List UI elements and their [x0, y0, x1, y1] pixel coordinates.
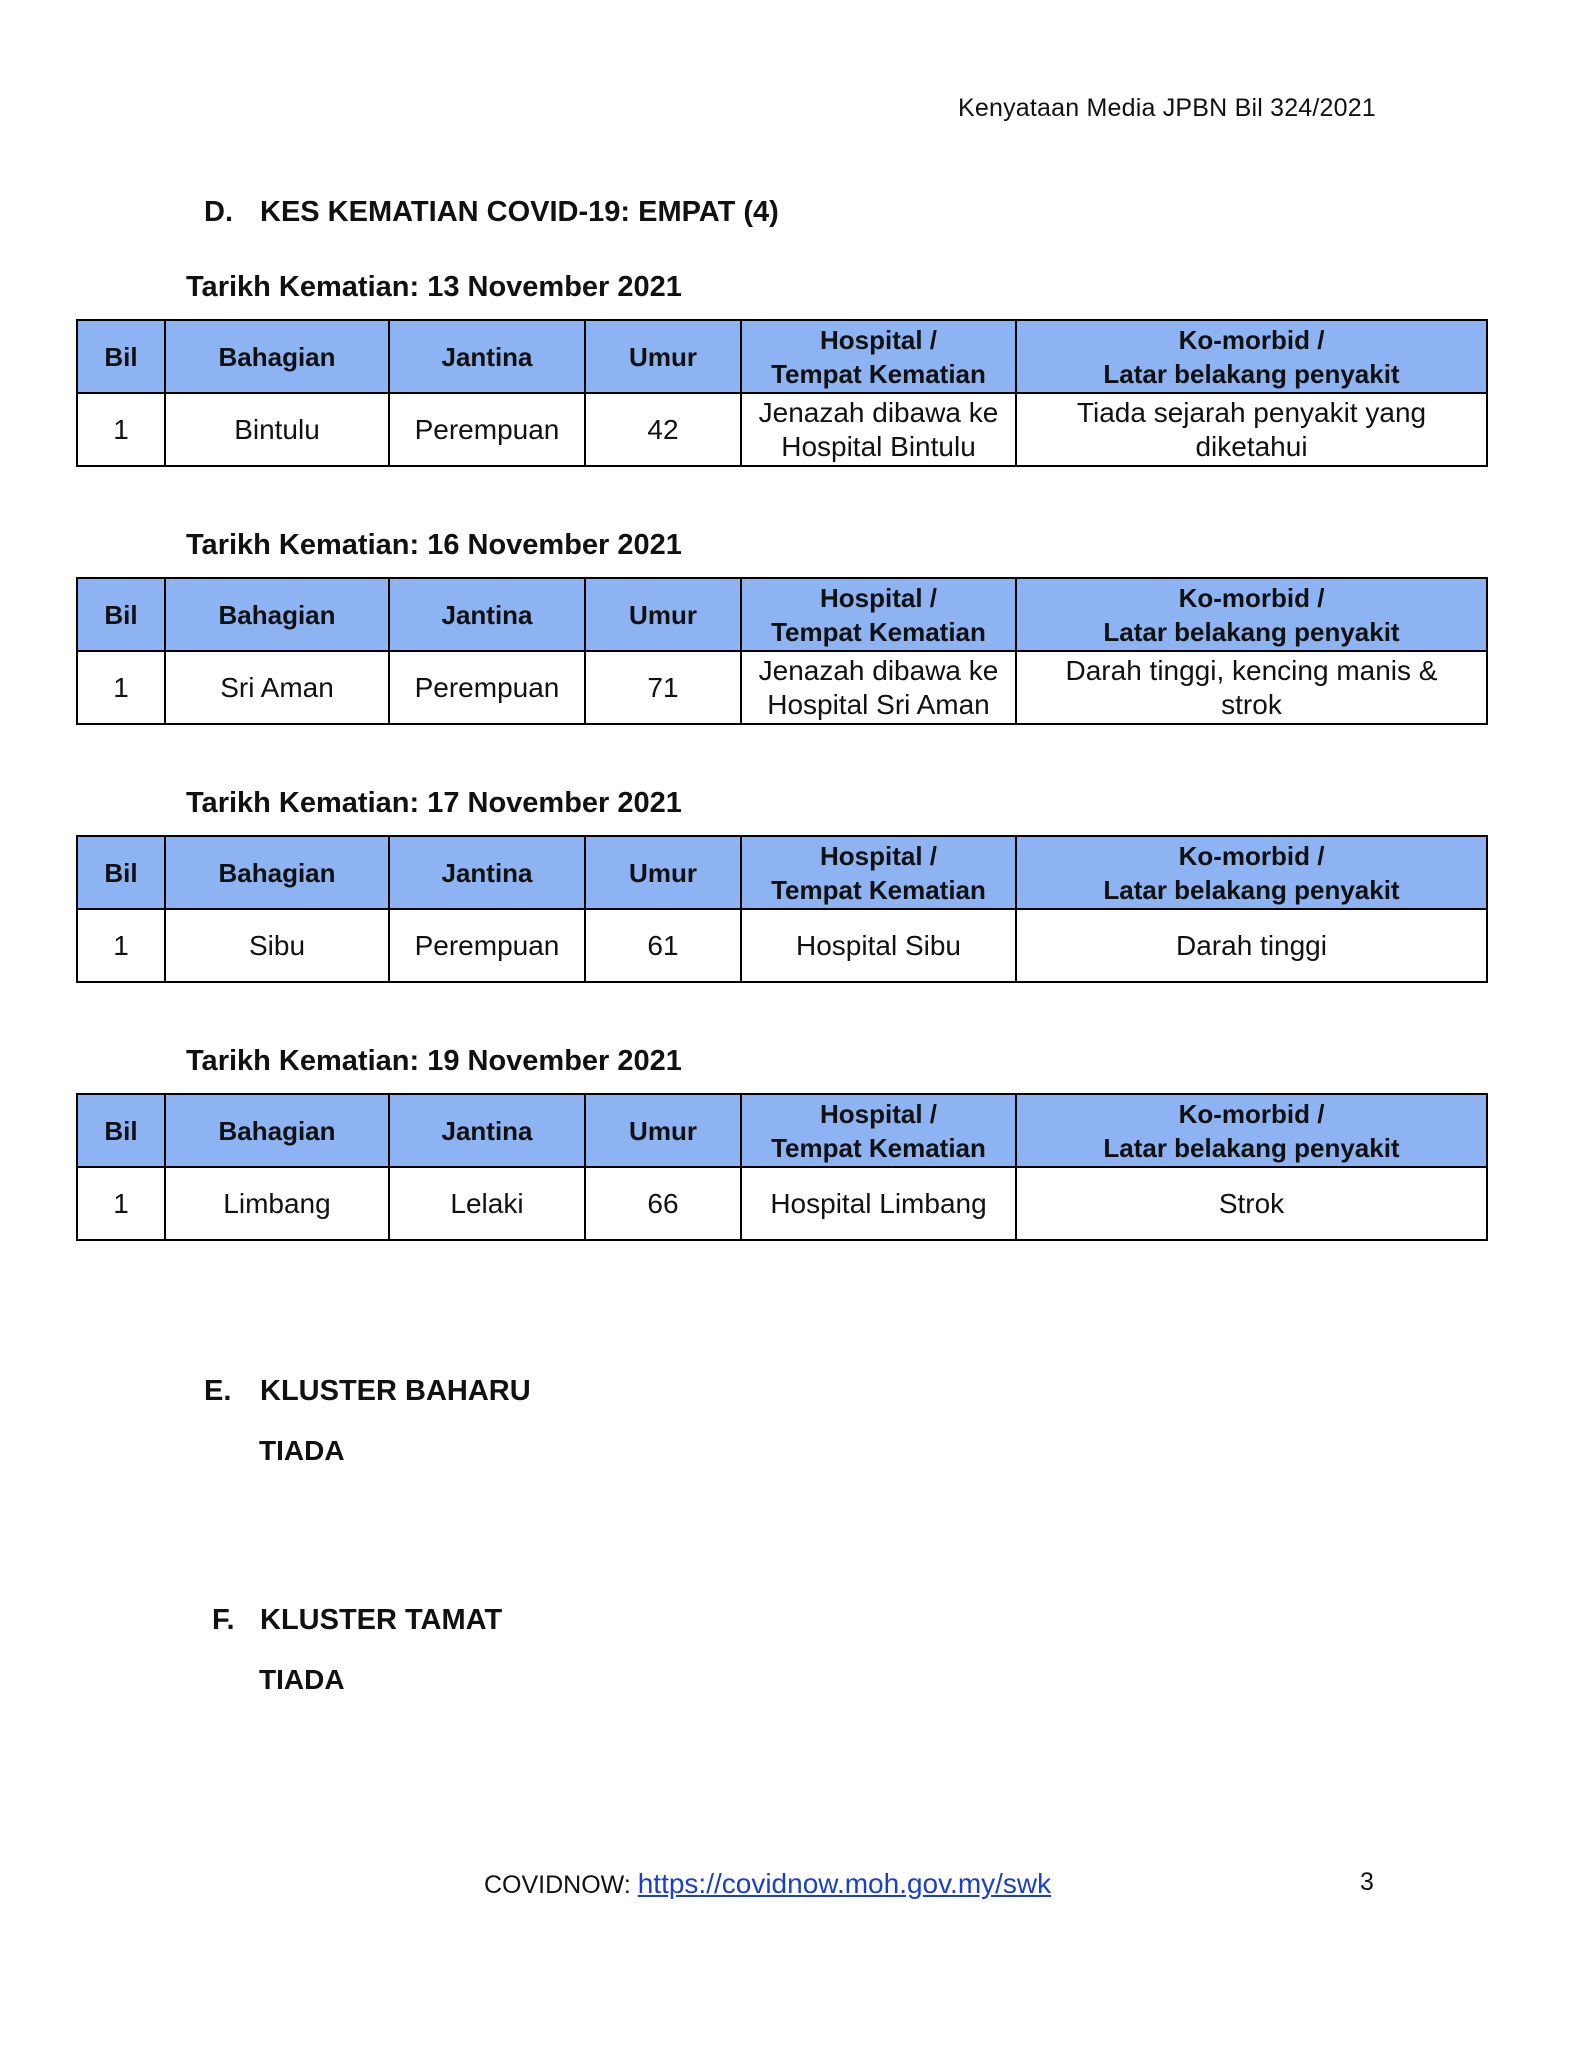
section-f-body: TIADA — [259, 1664, 345, 1695]
cell-umur: 42 — [585, 393, 741, 466]
cell-hospital-line2: Hospital Sri Aman — [767, 688, 990, 720]
cell-bil: 1 — [77, 909, 165, 982]
cell-hospital-line1: Jenazah dibawa ke — [758, 654, 999, 686]
footer-label: COVIDNOW: — [484, 1871, 638, 1899]
cell-komorbid — [1016, 1167, 1487, 1240]
col-hospital — [741, 578, 1016, 651]
col-komorbid-line2: Latar belakang penyakit — [1103, 1132, 1400, 1163]
death-date-label: Tarikh Kematian: 17 November 2021 — [186, 787, 682, 819]
cell-komorbid-line1: Tiada sejarah penyakit yang — [1076, 396, 1427, 428]
cell-jantina: Perempuan — [389, 909, 585, 982]
col-komorbid-line1: Ko-morbid / — [1178, 582, 1325, 613]
col-hospital-line2: Tempat Kematian — [771, 874, 986, 905]
col-hospital-line1: Hospital / — [819, 840, 937, 871]
col-hospital-line1: Hospital / — [819, 582, 937, 613]
death-table — [76, 1093, 1488, 1241]
death-table — [76, 577, 1488, 725]
cell-komorbid-line2: diketahui — [1195, 430, 1308, 462]
death-date-label: Tarikh Kematian: 19 November 2021 — [186, 1045, 682, 1077]
cell-hospital-line1: Hospital Sibu — [796, 929, 961, 961]
col-komorbid — [1016, 578, 1487, 651]
col-hospital — [741, 1094, 1016, 1167]
cell-bahagian: Sri Aman — [165, 651, 389, 724]
cell-jantina: Perempuan — [389, 651, 585, 724]
col-hospital-line2: Tempat Kematian — [771, 1132, 986, 1163]
col-jantina: Jantina — [389, 836, 585, 909]
col-umur: Umur — [585, 1094, 741, 1167]
section-d-title: KES KEMATIAN COVID-19: EMPAT (4) — [260, 196, 779, 228]
col-hospital-line1: Hospital / — [819, 1098, 937, 1129]
col-hospital-line1: Hospital / — [819, 324, 937, 355]
col-bahagian: Bahagian — [165, 320, 389, 393]
death-table — [76, 319, 1488, 467]
death-table-block-2 — [76, 529, 1486, 725]
col-komorbid-line1: Ko-morbid / — [1178, 324, 1325, 355]
table-row — [77, 909, 1487, 982]
death-table-block-3 — [76, 787, 1486, 983]
cell-komorbid — [1016, 651, 1487, 724]
cell-jantina: Lelaki — [389, 1167, 585, 1240]
covidnow-link[interactable]: https://covidnow.moh.gov.my/swk — [637, 1868, 1052, 1899]
cell-komorbid-line1: Darah tinggi, kencing manis & — [1065, 654, 1438, 686]
col-umur: Umur — [585, 578, 741, 651]
cell-hospital-line2: Hospital Bintulu — [781, 430, 976, 462]
col-komorbid — [1016, 320, 1487, 393]
cell-hospital — [741, 651, 1016, 724]
death-date-label: Tarikh Kematian: 13 November 2021 — [186, 271, 682, 303]
cell-hospital-line1: Hospital Limbang — [770, 1187, 987, 1219]
cell-hospital — [741, 393, 1016, 466]
death-table — [76, 835, 1488, 983]
cell-hospital-line1: Jenazah dibawa ke — [758, 396, 999, 428]
page-number: 3 — [1360, 1868, 1374, 1896]
cell-komorbid — [1016, 393, 1487, 466]
section-d-heading — [204, 196, 779, 229]
cell-umur: 61 — [585, 909, 741, 982]
col-komorbid-line1: Ko-morbid / — [1178, 1098, 1325, 1129]
col-komorbid-line2: Latar belakang penyakit — [1103, 874, 1400, 905]
cell-jantina: Perempuan — [389, 393, 585, 466]
section-e-title: KLUSTER BAHARU — [260, 1375, 531, 1407]
cell-hospital — [741, 1167, 1016, 1240]
cell-komorbid — [1016, 909, 1487, 982]
death-table-block-4 — [76, 1045, 1486, 1241]
col-bil: Bil — [77, 1094, 165, 1167]
cell-bahagian: Sibu — [165, 909, 389, 982]
col-bahagian: Bahagian — [165, 578, 389, 651]
document-reference: Kenyataan Media JPBN Bil 324/2021 — [958, 94, 1376, 122]
section-e-body: TIADA — [259, 1435, 345, 1466]
death-table-block-1 — [76, 271, 1486, 467]
cell-hospital — [741, 909, 1016, 982]
col-bil: Bil — [77, 320, 165, 393]
col-jantina: Jantina — [389, 1094, 585, 1167]
col-umur: Umur — [585, 836, 741, 909]
col-jantina: Jantina — [389, 320, 585, 393]
col-hospital — [741, 320, 1016, 393]
col-komorbid-line2: Latar belakang penyakit — [1103, 616, 1400, 647]
table-header-row — [77, 320, 1487, 393]
cell-bil: 1 — [77, 393, 165, 466]
cell-bahagian: Bintulu — [165, 393, 389, 466]
col-bil: Bil — [77, 578, 165, 651]
table-row — [77, 393, 1487, 466]
col-hospital-line2: Tempat Kematian — [771, 616, 986, 647]
section-e-letter: E. — [204, 1375, 232, 1407]
col-komorbid-line2: Latar belakang penyakit — [1103, 358, 1400, 389]
section-f-heading — [212, 1604, 502, 1637]
col-komorbid — [1016, 1094, 1487, 1167]
table-header-row — [77, 578, 1487, 651]
col-komorbid — [1016, 836, 1487, 909]
table-row — [77, 651, 1487, 724]
section-f-title: KLUSTER TAMAT — [260, 1604, 503, 1636]
cell-umur: 71 — [585, 651, 741, 724]
cell-komorbid-line1: Darah tinggi — [1176, 929, 1327, 961]
cell-komorbid-line2: strok — [1221, 688, 1282, 720]
col-hospital — [741, 836, 1016, 909]
footer — [484, 1868, 1051, 1900]
death-date-label: Tarikh Kematian: 16 November 2021 — [186, 529, 682, 561]
table-header-row — [77, 836, 1487, 909]
col-bahagian: Bahagian — [165, 836, 389, 909]
col-komorbid-line1: Ko-morbid / — [1178, 840, 1325, 871]
col-bahagian: Bahagian — [165, 1094, 389, 1167]
cell-bahagian: Limbang — [165, 1167, 389, 1240]
table-header-row — [77, 1094, 1487, 1167]
col-jantina: Jantina — [389, 578, 585, 651]
cell-komorbid-line1: Strok — [1218, 1187, 1285, 1219]
col-umur: Umur — [585, 320, 741, 393]
cell-umur: 66 — [585, 1167, 741, 1240]
section-e-heading — [204, 1375, 531, 1408]
col-bil: Bil — [77, 836, 165, 909]
table-row — [77, 1167, 1487, 1240]
cell-bil: 1 — [77, 1167, 165, 1240]
section-f-letter: F. — [212, 1604, 235, 1636]
col-hospital-line2: Tempat Kematian — [771, 358, 986, 389]
cell-bil: 1 — [77, 651, 165, 724]
section-d-letter: D. — [204, 196, 233, 228]
